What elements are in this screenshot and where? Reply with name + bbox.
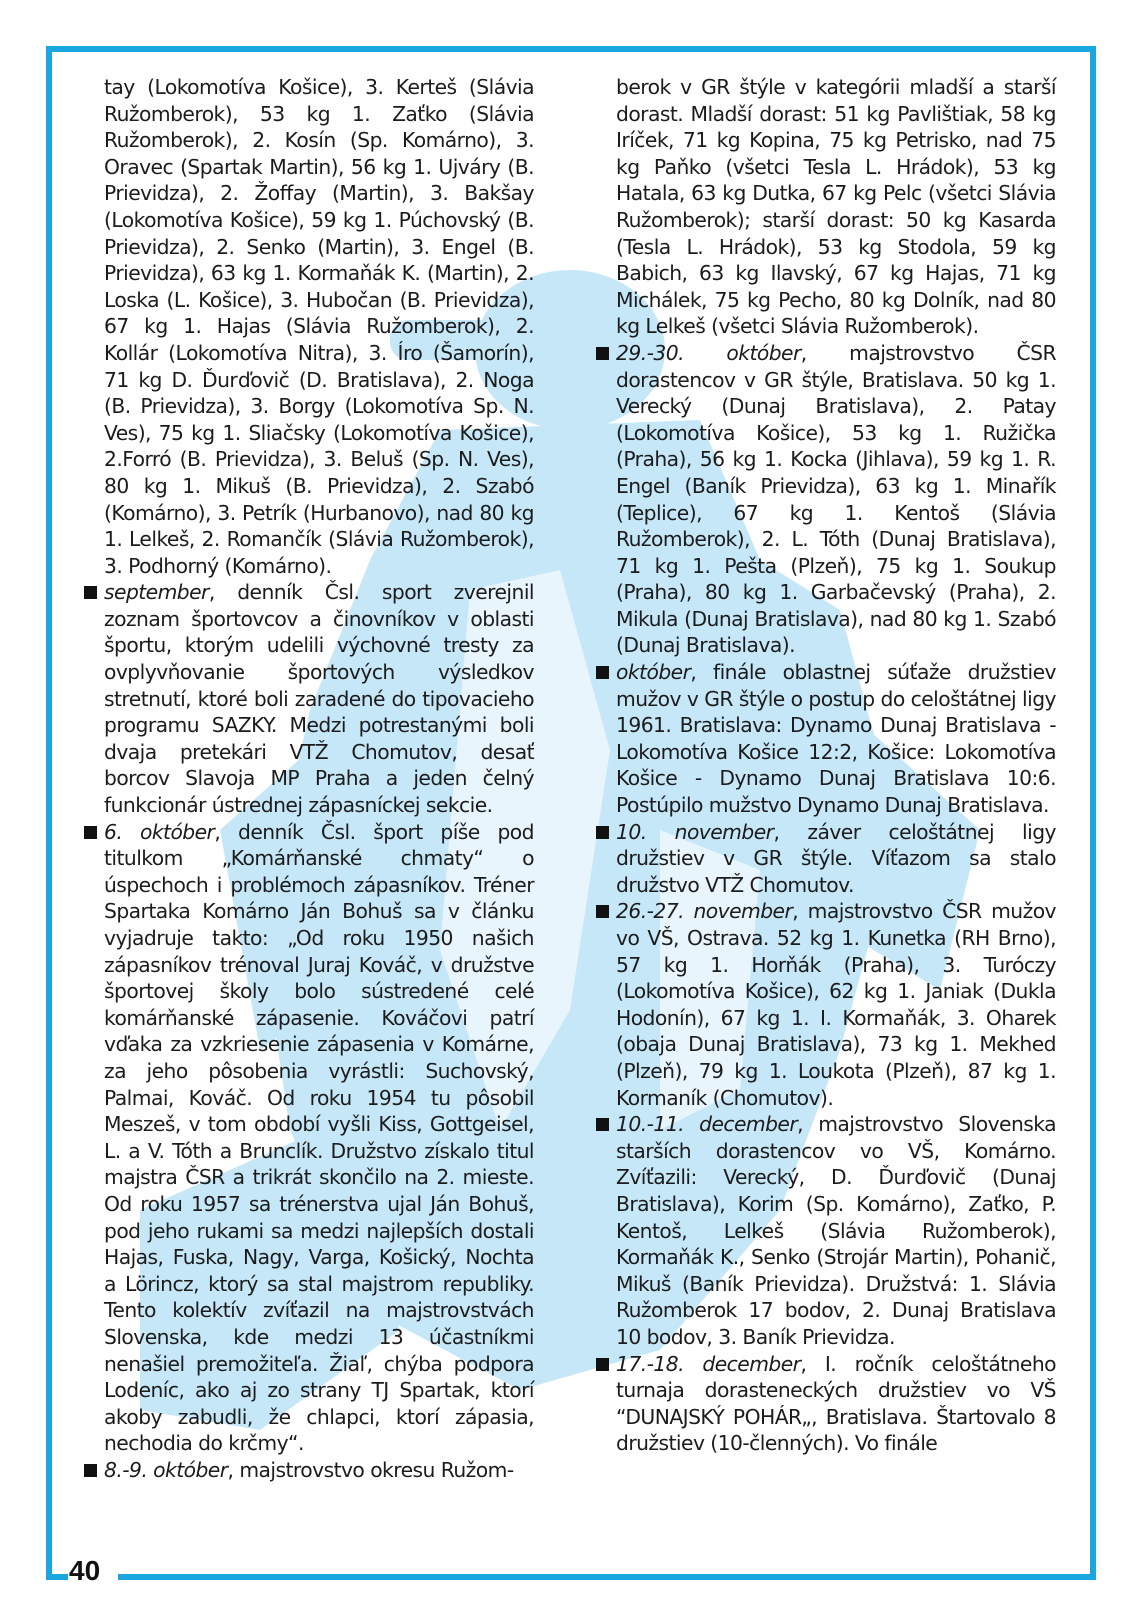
square-bullet-icon xyxy=(596,1118,609,1131)
entry-text: tay (Lokomotíva Košice), 3. Kerteš (Slávia Ružomberok), 53 kg 1. Zaťko (Slávia Ružomberok), 2. Kosín (Sp. Komárno), 3. Oravec (Spartak Martin), 56 kg 1. Ujváry (B. Prievidza), 2. Žoffay (Martin), 3. Bakšay (Lokomotíva Košice), 59 kg 1. Púchovský (B. Prievidza), 2. Senko (Martin), 3. Engel (B. Prievidza), 63 kg 1. Kormaňák K. (Martin), 2. Loska (L. Košice), 3. Hubočan (B. Prievidza), 67 kg 1. Hajas (Slávia Ružomberok), 2. Kollár (Lokomotíva Nitra), 3. Íro (Šamorín), 71 kg D. Ďurďovič (D. Bratislava), 2. Noga (B. Prievidza), 3. Borgy (Lokomotíva Sp. N. Ves), 75 kg 1. Sliačsky (Lokomotíva Košice), 2.Forró (B. Prievidza), 3. Beluš (Sp. N. Ves), 80 kg 1. Mikuš (B. Prievidza), 2. Szabó (Komárno), 3. Petrík (Hurbanovo), nad 80 kg 1. Lelkeš, 2. Romančík (Slávia Ružomberok), 3. Podhorný (Komárno). xyxy=(104,75,534,578)
square-bullet-icon xyxy=(596,347,609,360)
chronicle-entry xyxy=(84,579,534,818)
entry-date: 8.-9. október xyxy=(104,1457,228,1482)
square-bullet-icon xyxy=(84,826,97,839)
square-bullet-icon xyxy=(596,666,609,679)
entry-date: 10.-11. december xyxy=(616,1112,798,1137)
entry-date: 29.-30. október xyxy=(616,340,801,365)
square-bullet-icon xyxy=(84,1464,97,1477)
entry-text: , majstrovstvo okresu Ružom- xyxy=(227,1457,514,1482)
chronicle-entry xyxy=(596,819,1056,899)
entry-date: október xyxy=(616,660,691,685)
entry-text: , denník Čsl. sport zverejnil zoznam športovcov a činovníkov v oblasti športu, ktorým udelili výchovné tresty za ovplyvňovanie športových výsledkov stretnutí, ktoré boli zaradené do tipovacieho programu SAZKY. Medzi potrestanými boli dvaja pretekári VTŽ Chomutov, desať borcov Slavoja MP Praha a jeden čelný funkcionár ústrednej zápasníckej sekcie. xyxy=(104,580,534,818)
chronicle-entry xyxy=(84,1457,534,1484)
chronicle-entry xyxy=(596,340,1056,659)
chronicle-entry xyxy=(596,1111,1056,1350)
left-column xyxy=(84,74,534,1483)
chronicle-entry xyxy=(596,1351,1056,1457)
entry-date: 6. október xyxy=(104,819,215,844)
chronicle-entry xyxy=(84,819,534,1457)
page-number: 40 xyxy=(69,1555,101,1586)
right-column xyxy=(596,74,1056,1457)
entry-text: , majstrovstvo ČSR mužov vo VŠ, Ostrava. 52 kg 1. Kunetka (RH Brno), 57 kg 1. Horňák (Praha), 3. Turóczy (Lokomotíva Košice), 62 kg 1. Janiak (Dukla Hodonín), 67 kg 1. I. Kormaňák, 3. Oharek (obaja Dunaj Bratislava), 73 kg 1. Mekhed (Plzeň), 79 kg 1. Loukota (Plzeň), 87 kg 1. Kormaník (Chomutov). xyxy=(616,899,1056,1110)
entry-date: 26.-27. november xyxy=(616,899,793,924)
entry-date: september xyxy=(104,580,209,605)
square-bullet-icon xyxy=(84,586,97,599)
square-bullet-icon xyxy=(596,826,609,839)
text-continuation xyxy=(84,74,534,579)
square-bullet-icon xyxy=(596,1358,609,1371)
entry-text: , I. ročník celoštátneho turnaja dorasteneckých družstiev vo VŠ “DUNAJSKÝ POHÁR„, Bratislava. Štartovalo 8 družstiev (10-členných). Vo finále xyxy=(616,1351,1056,1456)
entry-text: , majstrovstvo Slovenska starších dorastencov vo VŠ, Komárno. Zvíťazili: Verecký, D. Ďurďovič (Dunaj Bratislava), Korim (Sp. Komárno), Zaťko, P. Kentoš, Lelkeš (Slávia Ružomberok), Kormaňák K., Senko (Strojár Martin), Pohanič, Mikuš (Baník Prievidza). Družstvá: 1. Slávia Ružomberok 17 bodov, 2. Dunaj Bratislava 10 bodov, 3. Baník Prievidza. xyxy=(616,1112,1056,1349)
text-continuation xyxy=(596,74,1056,340)
square-bullet-icon xyxy=(596,905,609,918)
entry-date: 10. november xyxy=(616,819,774,844)
entry-text: , denník Čsl. šport píše pod titulkom „Komárňanské chmaty“ o úspechoch i problémoch zápasníkov. Tréner Spartaka Komárno Ján Bohuš sa v článku vyjadruje takto: „Od roku 1950 našich zápasníkov trénoval Juraj Kováč, v družstve športovej školy bolo sústredené celé komárňanské zápasenie. Kováčovi patrí vďaka za vzkriesenie zápasenia v Komárne, za jeho pôsobenia vyrástli: Suchovský, Palmai, Kováč. Od roku 1954 tu pôsobil Meszeš, v tom období vyšli Kiss, Gottgeisel, L. a V. Tóth a Brunclík. Družstvo získalo titul majstra ČSR a trikrát skončilo na 2. mieste. Od roku 1957 sa trénerstva ujal Ján Bohuš, pod jeho rukami sa medzi najlepších dostali Hajas, Fuska, Nagy, Varga, Košický, Nochta a Lörincz, ktorý sa stal majstrom republiky. Tento kolektív zvíťazil na majstrovstvách Slovenska, kde medzi 13 účastníkmi nenašiel premožiteľa. Žiaľ, chýba podpora Lodeníc, ako aj zo strany TJ Spartak, ktorí akoby zabudli, že chlapci, ktorí zápasia, nechodia do krčmy“. xyxy=(104,819,534,1456)
entry-text: , finále oblastnej súťaže družstiev mužov v GR štýle o postup do celoštátnej ligy 1961. Bratislava: Dynamo Dunaj Bratislava - Lokomotíva Košice 12:2, Košice: Lokomotíva Košice - Dynamo Dunaj Bratislava 10:6. Postúpilo mužstvo Dynamo Dunaj Bratislava. xyxy=(616,660,1056,818)
chronicle-entry xyxy=(596,898,1056,1111)
chronicle-entry xyxy=(596,659,1056,819)
frame-side-left xyxy=(46,1540,52,1580)
entry-date: 17.-18. december xyxy=(616,1351,801,1376)
frame-side-right xyxy=(1090,1540,1096,1580)
entry-text: berok v GR štýle v kategórii mladší a starší dorast. Mladší dorast: 51 kg Pavlištiak, 58 kg Iríček, 71 kg Kopina, 75 kg Petrisko, nad 75 kg Paňko (všetci Tesla L. Hrádok), 53 kg Hatala, 63 kg Dutka, 67 kg Pelc (všetci Slávia Ružomberok); starší dorast: 50 kg Kasarda (Tesla L. Hrádok), 53 kg Stodola, 59 kg Babich, 63 kg Ilavský, 67 kg Hajas, 71 kg Michálek, 75 kg Pecho, 80 kg Dolník, nad 80 kg Lelkeš (všetci Slávia Ružomberok). xyxy=(616,75,1056,339)
frame-bottom-right xyxy=(118,1574,1096,1580)
entry-text: , majstrovstvo ČSR dorastencov v GR štýle, Bratislava. 50 kg 1. Verecký (Dunaj Bratislava), 2. Patay (Lokomotíva Košice), 53 kg 1. Ružička (Praha), 56 kg 1. Kocka (Jihlava), 59 kg 1. R. Engel (Baník Prievidza), 63 kg 1. Minařík (Teplice), 67 kg 1. Kentoš (Slávia Ružomberok), 2. L. Tóth (Dunaj Bratislava), 71 kg 1. Pešta (Plzeň), 75 kg 1. Soukup (Praha), 80 kg 1. Garbačevský (Praha), 2. Mikula (Dunaj Bratislava), nad 80 kg 1. Szabó (Dunaj Bratislava). xyxy=(616,340,1057,658)
entry-text: , záver celoštátnej ligy družstiev v GR štýle. Víťazom sa stalo družstvo VTŽ Chomutov. xyxy=(616,819,1056,897)
